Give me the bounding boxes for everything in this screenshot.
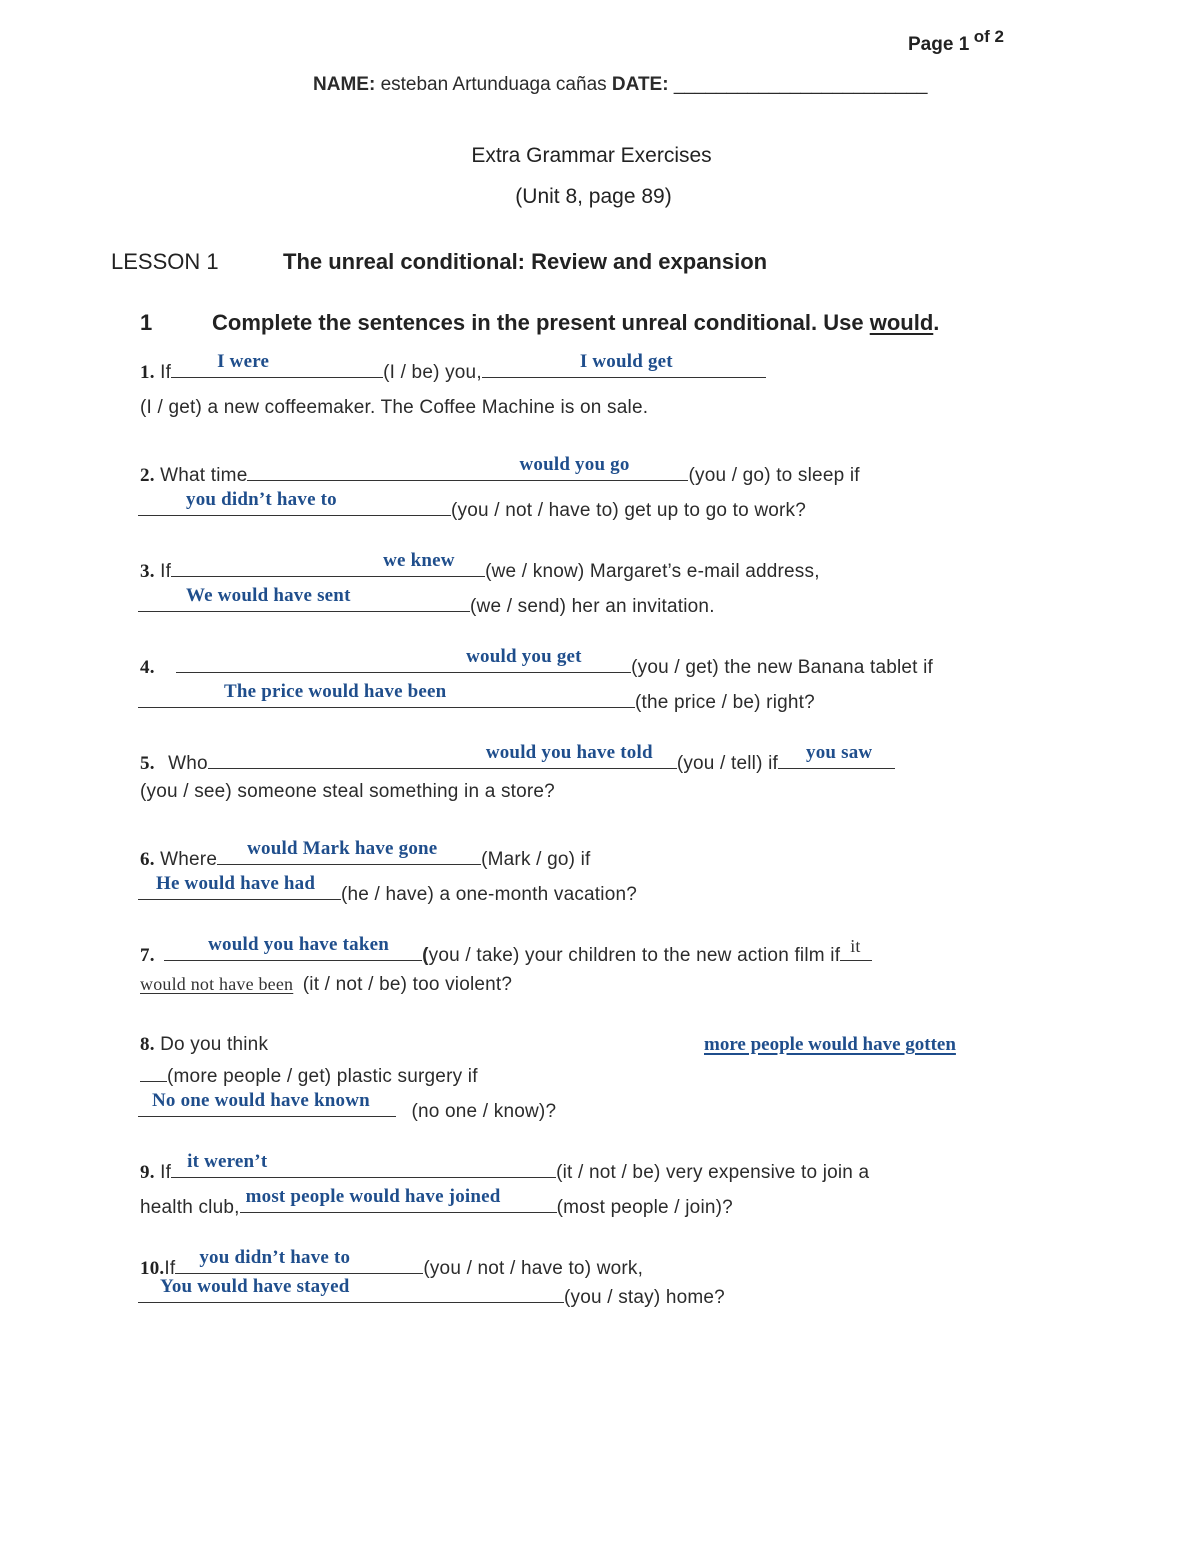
- item-8: [140, 1034, 268, 1056]
- item-3: [140, 550, 820, 583]
- answer-text: it weren’t: [187, 1151, 268, 1172]
- answer-blank[interactable]: [138, 873, 341, 900]
- answer-text[interactable]: would not have been: [140, 974, 294, 994]
- item-5: [140, 742, 895, 775]
- answer-text: would you go: [519, 454, 630, 475]
- item-6: [140, 838, 591, 871]
- item-4: [140, 646, 934, 679]
- item-text: If: [160, 362, 172, 383]
- answer-words: people would have joined: [290, 1186, 501, 1207]
- answer-text: I were: [217, 351, 270, 372]
- item-1: [140, 351, 766, 384]
- item-text: (more people / get) plastic surgery if: [167, 1066, 478, 1087]
- answer-blank[interactable]: [175, 1247, 423, 1274]
- item-9: [140, 1151, 870, 1184]
- item-text: health club,: [140, 1197, 240, 1218]
- item-8-line-3: [138, 1090, 557, 1123]
- answer-text[interactable]: more people would have gotten: [704, 1034, 956, 1055]
- item-number: 1.: [140, 362, 155, 383]
- item-number: 8.: [140, 1034, 155, 1055]
- instruction-text: Complete the sentences in the present unreal conditional. Use: [212, 310, 864, 335]
- item-text: (you / go) to sleep if: [688, 465, 860, 486]
- answer-text: would you get: [466, 646, 582, 667]
- lesson-topic: [283, 249, 767, 275]
- answer-text: He would have had: [156, 873, 316, 894]
- answer-blank[interactable]: [171, 550, 485, 577]
- item-5-line-2: (you / see) someone steal something in a store?: [140, 781, 555, 802]
- item-text: (you / stay) home?: [564, 1287, 725, 1308]
- item-text: (we / know) Margaret’s e-mail address,: [485, 561, 820, 582]
- item-text: (most people / join)?: [556, 1197, 733, 1218]
- answer-blank[interactable]: [171, 1151, 556, 1178]
- item-text: you / take) your children to the new action film if: [428, 945, 841, 966]
- item-6-line-2: [138, 873, 637, 906]
- answer-blank[interactable]: [138, 1090, 396, 1117]
- item-1-line-2: (I / get) a new coffeemaker. The Coffee Machine is on sale.: [140, 397, 649, 418]
- answer-blank[interactable]: [840, 938, 872, 961]
- worksheet-title: Extra Grammar Exercises: [471, 144, 712, 167]
- answer-blank[interactable]: [217, 838, 481, 865]
- answer-text: No one would have known: [152, 1090, 370, 1111]
- answer-blank[interactable]: [778, 742, 895, 769]
- item-7: [140, 934, 872, 967]
- item-text: (you / not / have to) get up to go to work?: [451, 500, 807, 521]
- item-number: 9.: [140, 1162, 155, 1183]
- answer-blank[interactable]: [138, 489, 451, 516]
- item-2: [140, 454, 860, 487]
- item-text: (: [422, 945, 429, 966]
- name-value: esteban Artunduaga cañas: [380, 74, 607, 95]
- item-text: (we / send) her an invitation.: [470, 596, 715, 617]
- answer-blank[interactable]: [140, 1059, 167, 1082]
- item-text: (it / not / be) very expensive to join a: [556, 1162, 870, 1183]
- instruction-number: 1: [140, 310, 153, 335]
- name-date-line: [313, 74, 927, 96]
- item-4-line-2: [138, 681, 815, 714]
- name-label: NAME:: [313, 74, 376, 95]
- answer-blank[interactable]: [482, 351, 766, 378]
- item-text: What time: [160, 465, 248, 486]
- item-text: (you / get) the new Banana tablet if: [631, 657, 934, 678]
- answer-text: would you have taken: [208, 934, 389, 955]
- item-text: (Mark / go) if: [481, 849, 591, 870]
- item-3-line-2: [138, 585, 715, 618]
- item-number: 6.: [140, 849, 155, 870]
- answer-blank[interactable]: [171, 351, 383, 378]
- answer-text: we knew: [383, 550, 455, 571]
- answer-blank[interactable]: [176, 646, 631, 673]
- item-number: 5.: [140, 753, 155, 774]
- item-text: (he / have) a one-month vacation?: [341, 884, 637, 905]
- date-blank: ________________________: [673, 74, 928, 95]
- page-label: Page 1: [908, 34, 970, 55]
- answer-blank[interactable]: [138, 585, 470, 612]
- answer-text: I would get: [579, 351, 673, 372]
- item-text: Who: [168, 753, 208, 774]
- item-text: (the price / be) right?: [635, 692, 815, 713]
- item-text: (it / not / be) too violent?: [302, 974, 513, 995]
- answer-text: The price would have been: [224, 681, 447, 702]
- item-number: 10.: [140, 1258, 165, 1279]
- answer-blank[interactable]: [138, 1276, 564, 1303]
- item-text: If: [160, 561, 172, 582]
- answer-text: would Mark have gone: [247, 838, 438, 859]
- item-text: If: [164, 1258, 176, 1279]
- answer-blank[interactable]: [208, 742, 677, 769]
- answer-text: We would have sent: [186, 585, 351, 606]
- answer-text: would you have told: [485, 742, 653, 763]
- answer-text: you didn’t have to: [186, 489, 337, 510]
- answer-text: you didn’t have to: [199, 1247, 351, 1268]
- item-2-line-2: [138, 489, 807, 522]
- instruction: [212, 310, 939, 336]
- item-7-line-2: [140, 974, 512, 996]
- item-number: 2.: [140, 465, 155, 486]
- answer-blank[interactable]: [164, 934, 422, 961]
- page-number: [908, 27, 1004, 56]
- item-number: 4.: [140, 657, 155, 678]
- date-label: DATE:: [611, 74, 669, 95]
- item-text: (I / be) you,: [383, 362, 482, 383]
- instruction-end: .: [933, 310, 940, 335]
- worksheet-subtitle: (Unit 8, page 89): [515, 185, 672, 208]
- item-text: Do you think: [160, 1034, 269, 1055]
- item-text: (no one / know)?: [411, 1101, 557, 1122]
- item-text: If: [160, 1162, 172, 1183]
- answer-blank[interactable]: [240, 1186, 557, 1213]
- answer-blank[interactable]: [247, 454, 688, 481]
- item-8-line-2: [140, 1059, 478, 1088]
- item-number: 3.: [140, 561, 155, 582]
- item-text: Where: [160, 849, 218, 870]
- item-10-line-2: [138, 1276, 725, 1309]
- lesson-label: LESSON 1: [111, 249, 219, 274]
- answer-text: you saw: [806, 742, 873, 763]
- answer-text: [246, 1186, 501, 1208]
- answer-text: You would have stayed: [160, 1276, 350, 1297]
- item-number: 7.: [140, 945, 155, 966]
- answer-word: most: [245, 1186, 286, 1207]
- answer-text: it: [850, 936, 861, 956]
- item-9-line-2: [140, 1186, 733, 1219]
- lesson-topic-text: The unreal conditional: Review and expansion: [283, 249, 768, 274]
- item-text: (you / not / have to) work,: [423, 1258, 644, 1279]
- answer-blank[interactable]: [138, 681, 635, 708]
- item-text: (you / tell) if: [676, 753, 779, 774]
- instruction-keyword: would: [869, 310, 934, 335]
- page-of: of 2: [973, 27, 1004, 46]
